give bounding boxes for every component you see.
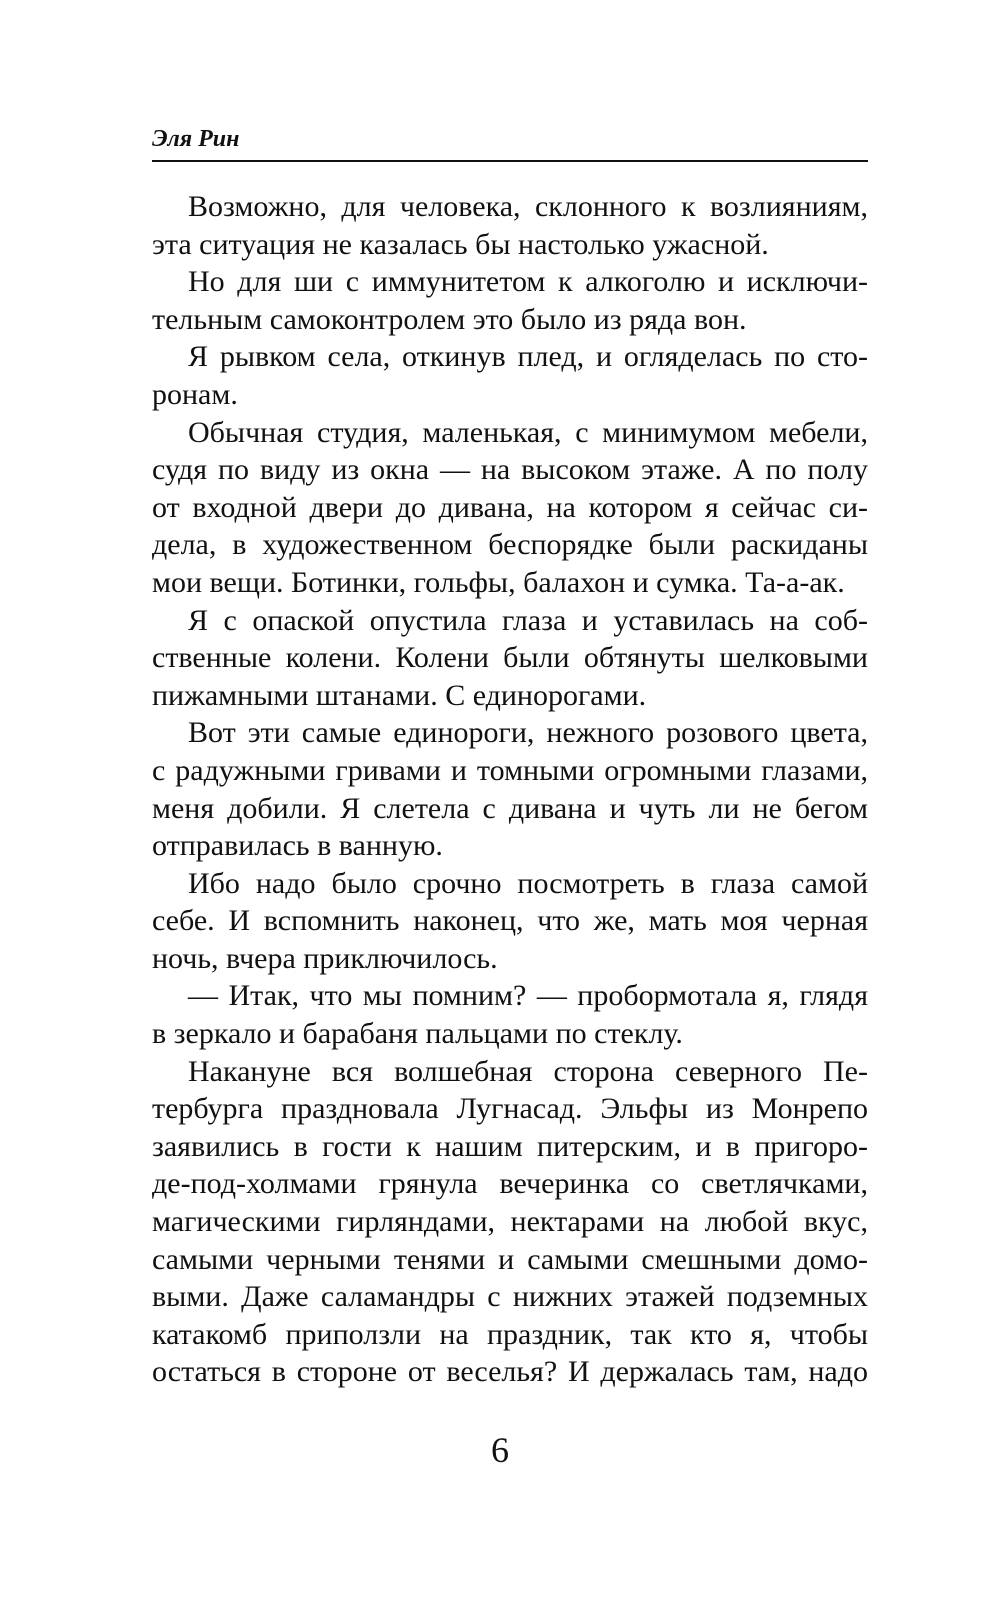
running-head: Эля Рин xyxy=(152,126,240,152)
text-line: остаться в стороне от веселья? И держалась там, надо xyxy=(152,1355,868,1389)
text-line: Возможно, для человека, склонного к возлияниям, xyxy=(188,190,868,223)
text-line: магическими гирляндами, нектарами на любой вкус, xyxy=(152,1205,868,1239)
header-rule xyxy=(152,160,868,162)
text-line: катакомб приползли на праздник, так кто я, чтобы xyxy=(152,1317,868,1351)
text-line: отправилась в ванную. xyxy=(152,829,443,863)
text-line: ственные колени. Колени были обтянуты шелковыми xyxy=(152,641,868,675)
text-line: ночь, вчера приключилось. xyxy=(152,941,498,975)
text-line: дела, в художественном беспорядке были раскиданы xyxy=(152,528,868,562)
text-line: де-под-холмами грянула вечеринка со светлячками, xyxy=(152,1167,868,1201)
text-line: заявились в гости к нашим питерским, и в пригоро- xyxy=(152,1129,868,1163)
text-line: — Итак, что мы помним? — пробормотала я, глядя xyxy=(188,979,868,1013)
text-line: с радужными гривами и томными огромными глазами, xyxy=(152,753,868,787)
text-line: самыми черными тенями и самыми смешными домо- xyxy=(152,1242,868,1276)
text-line: Но для ши с иммунитетом к алкоголю и исключи- xyxy=(188,265,868,299)
text-line: Обычная студия, маленькая, с минимумом мебели, xyxy=(188,415,868,449)
text-line: себе. И вспомнить наконец, что же, мать моя черная xyxy=(152,904,868,938)
text-line: Я рывком села, откинув плед, и огляделась по сто- xyxy=(188,340,868,374)
text-line: Накануне вся волшебная сторона северного Пе- xyxy=(188,1054,868,1088)
body-text xyxy=(152,188,868,1391)
text-line: тельным самоконтролем это было из ряда вон. xyxy=(152,302,747,336)
text-line: пижамными штанами. С единорогами. xyxy=(152,678,647,712)
text-line: Я с опаской опустила глаза и уставилась на соб- xyxy=(188,603,868,637)
text-line: от входной двери до дивана, на котором я сейчас си- xyxy=(152,490,868,524)
text-line: в зеркало и барабаня пальцами по стеклу. xyxy=(152,1017,683,1051)
text-line: ронам. xyxy=(152,377,238,411)
text-line: мои вещи. Ботинки, гольфы, балахон и сумка. Та-а-ак. xyxy=(152,565,845,599)
page-number: 6 xyxy=(491,1430,509,1470)
text-line: эта ситуация не казалась бы настолько ужасной. xyxy=(152,227,769,261)
text-line: Ибо надо было срочно посмотреть в глаза самой xyxy=(188,866,868,900)
text-line: Вот эти самые единороги, нежного розового цвета, xyxy=(188,716,868,750)
text-line: меня добили. Я слетела с дивана и чуть ли не бегом xyxy=(152,791,868,825)
text-line: судя по виду из окна — на высоком этаже. А по полу xyxy=(152,453,868,487)
text-line: выми. Даже саламандры с нижних этажей подземных xyxy=(152,1280,868,1314)
text-line: тербурга праздновала Лугнасад. Эльфы из Монрепо xyxy=(152,1092,868,1126)
